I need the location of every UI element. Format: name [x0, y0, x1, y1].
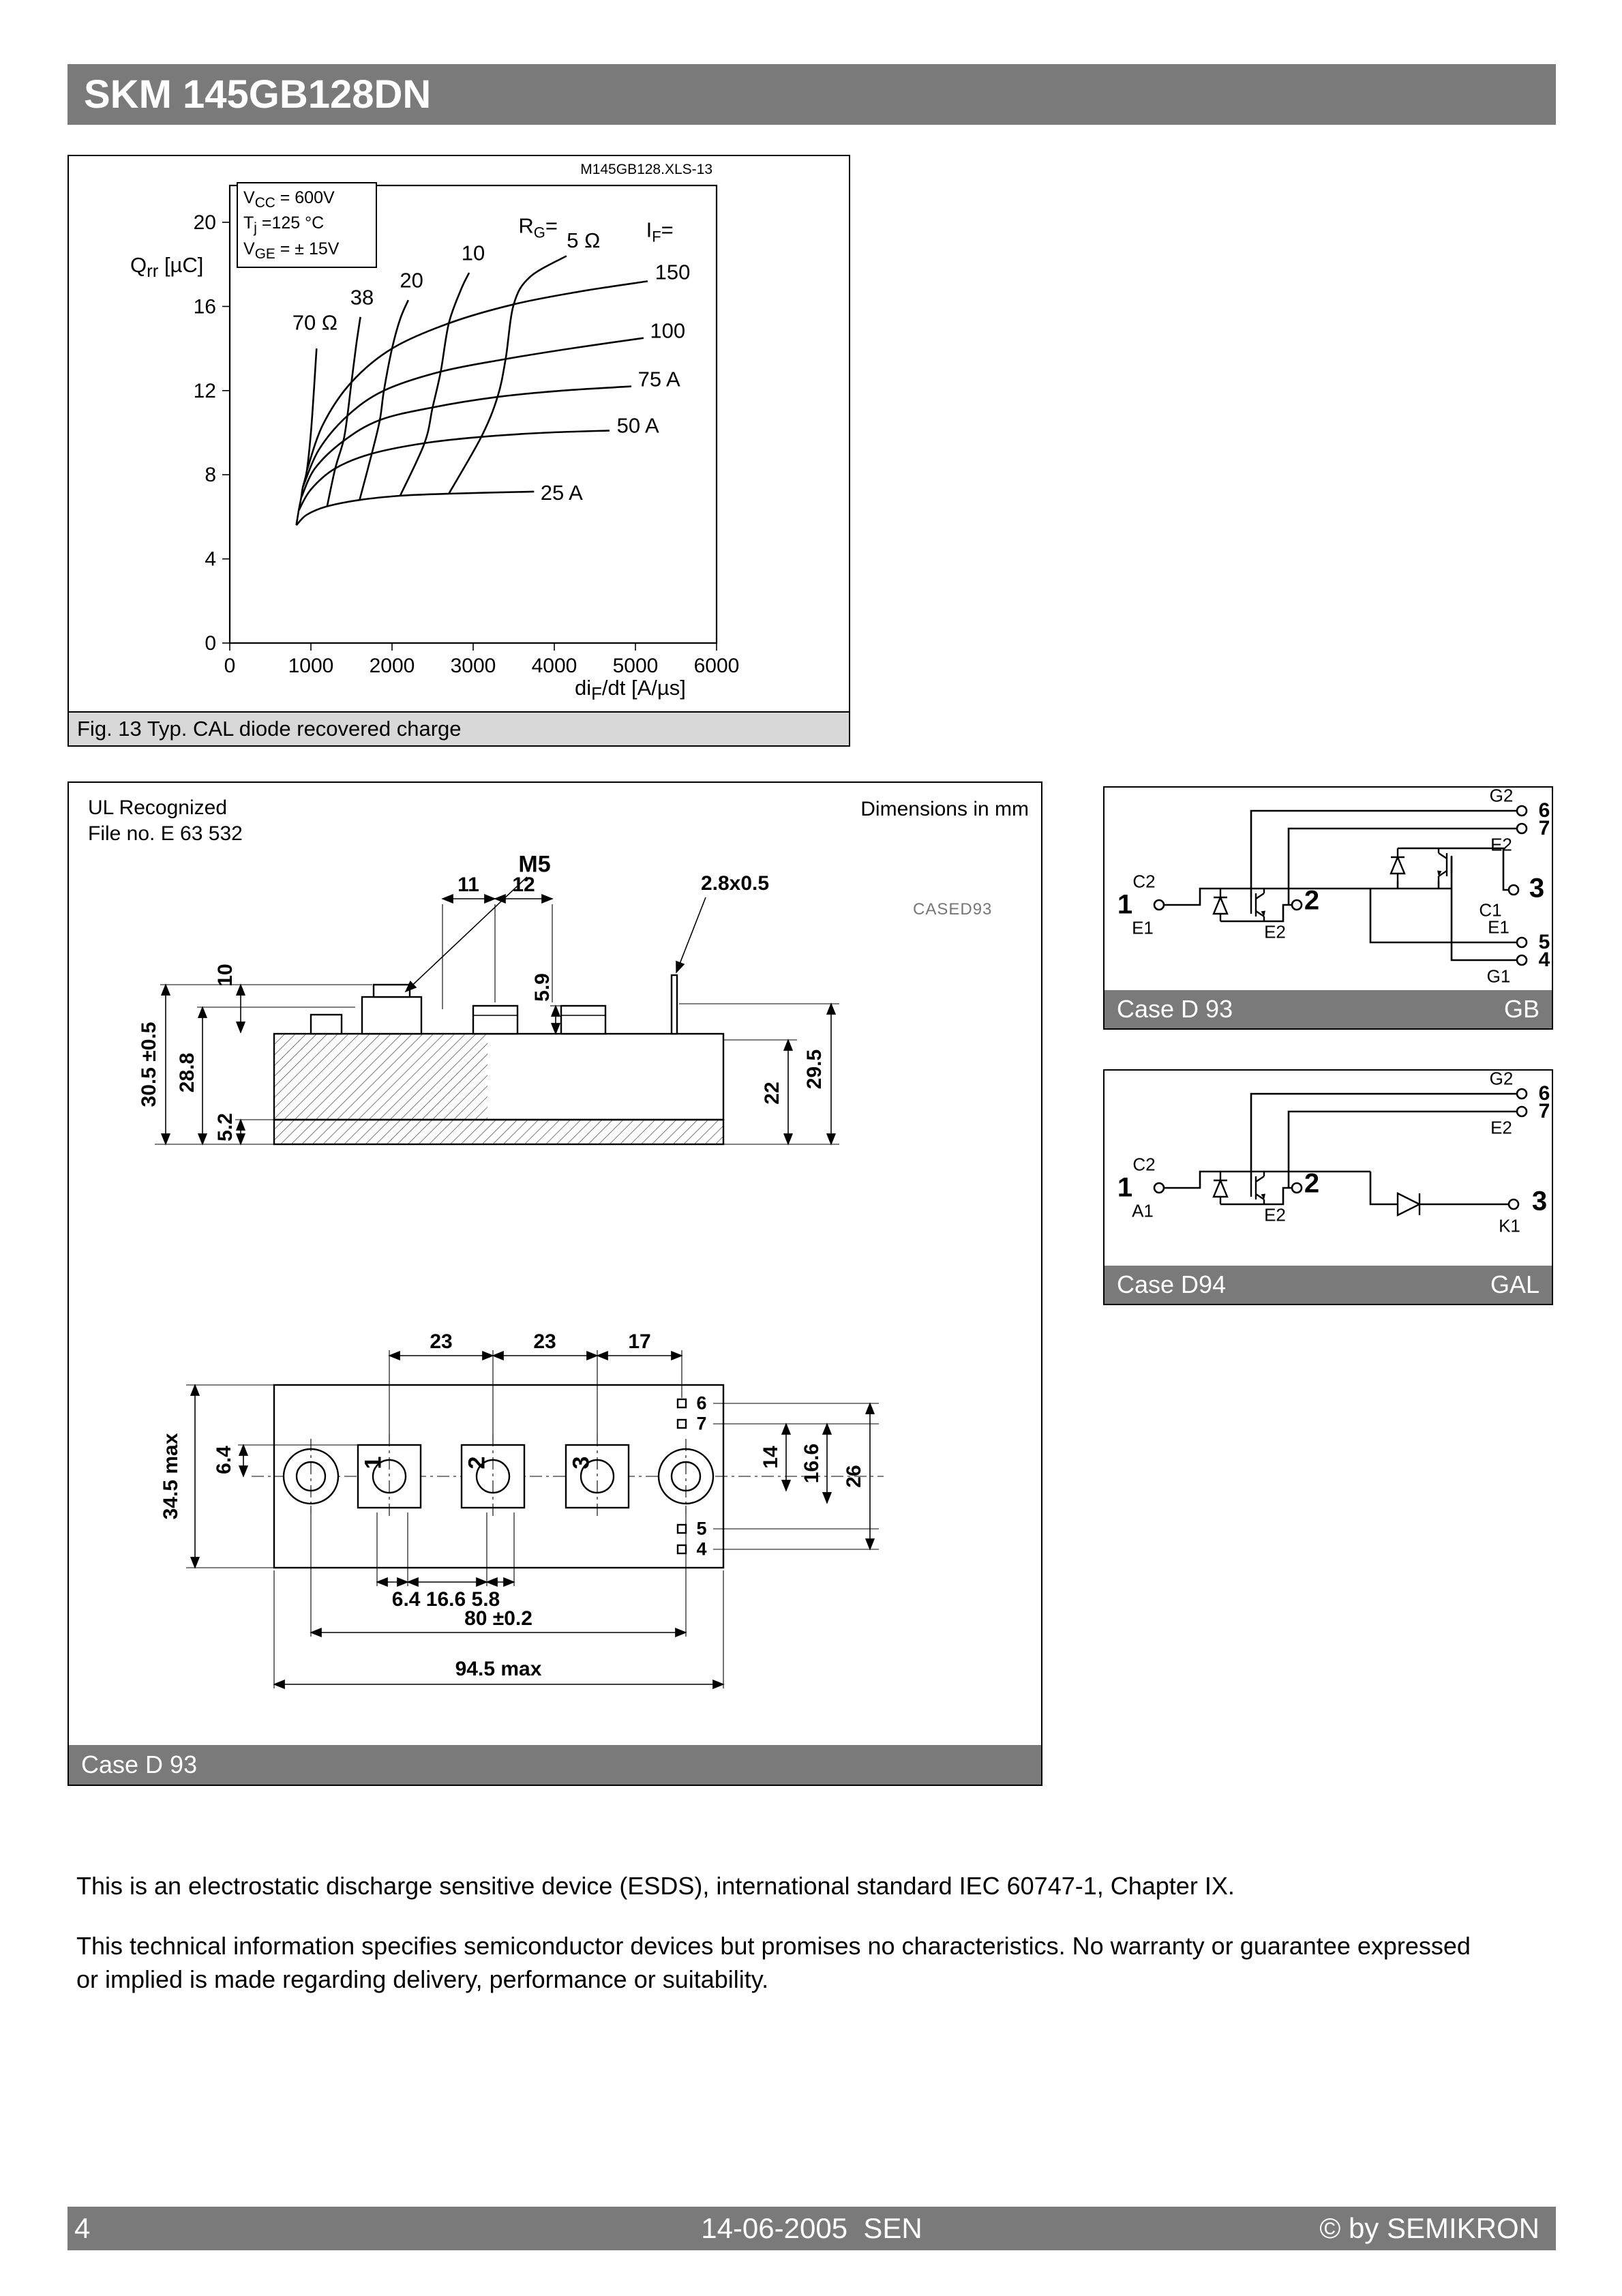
- y-tick-label: 0: [205, 632, 216, 655]
- pin-6-label: 6: [696, 1392, 707, 1414]
- gb-pin-1: 1: [1117, 889, 1133, 920]
- dim-30-5: 30.5 ±0.5: [138, 1022, 160, 1107]
- gb-pin-4: 4: [1538, 949, 1550, 971]
- gal-net-e2: E2: [1264, 1204, 1286, 1225]
- gal-net-e2-aux: E2: [1490, 1117, 1512, 1138]
- footer-copyright: © by SEMIKRON: [1319, 2212, 1540, 2244]
- dim-6-4-left: 6.4: [213, 1446, 235, 1474]
- y-axis-label: $Q_{rr}$ [µC]: [130, 253, 204, 282]
- dim-29-5: 29.5: [803, 1049, 826, 1090]
- gb-net-e2: E2: [1264, 921, 1286, 942]
- footer: [67, 2207, 1556, 2250]
- y-tick-label: 16: [193, 295, 216, 318]
- gal-pin-1: 1: [1117, 1172, 1133, 1203]
- terminal-1-label: 1: [360, 1456, 387, 1470]
- gb-case-label: Case D 93: [1117, 995, 1233, 1023]
- gb-type-label: GB: [1503, 995, 1540, 1023]
- dimensions-note: Dimensions in mm: [860, 798, 1029, 820]
- curve-label: 25 A: [540, 481, 583, 505]
- dim-10: 10: [214, 964, 237, 987]
- gb-case-bar: [1105, 990, 1552, 1028]
- gb-net-c1: C1: [1479, 899, 1502, 921]
- curve-label: $R_G=$: [518, 213, 558, 241]
- x-tick-label: 4000: [531, 655, 577, 677]
- gal-case-label: Case D94: [1117, 1270, 1227, 1298]
- dim-16-6: 16.6: [800, 1443, 823, 1484]
- circuit-gb: [1103, 786, 1553, 1030]
- gb-pin-5: 5: [1538, 931, 1550, 953]
- chart-curve: [400, 273, 469, 496]
- gal-net-g2: G2: [1489, 1068, 1514, 1089]
- condition-tj: $T_j =125$ °C: [243, 213, 325, 237]
- terminal-2-label: 2: [464, 1456, 490, 1470]
- curve-label: 100: [650, 318, 686, 343]
- gb-pin-7: 7: [1538, 817, 1550, 839]
- gal-net-a1: A1: [1132, 1200, 1154, 1221]
- bottom-view: [186, 1350, 884, 1688]
- curve-label: 150: [655, 260, 691, 284]
- esd-note: This is an electrostatic discharge sensitive device (ESDS), international standard IEC 60747-1, Chapter IX.: [76, 1872, 1235, 1900]
- curve-label: 70 Ω: [292, 310, 338, 335]
- gb-pin-3: 3: [1529, 873, 1545, 904]
- curve-label: 5 Ω: [567, 228, 601, 252]
- chart-curve: [307, 281, 648, 471]
- dim-23b: 23: [533, 1330, 556, 1353]
- gb-pin-2: 2: [1304, 885, 1320, 916]
- x-axis-label: $di_F/dt$ [A/µs]: [575, 676, 686, 704]
- y-tick-label: 4: [205, 548, 216, 571]
- y-tick-label: 20: [193, 211, 216, 234]
- y-tick-label: 8: [205, 464, 216, 487]
- dim-5-2: 5.2: [214, 1113, 237, 1142]
- gb-net-e2-aux: E2: [1490, 834, 1512, 855]
- curve-label: 10: [461, 241, 485, 265]
- circuit-gal: [1103, 1069, 1553, 1305]
- gb-circuit-diagram: [1105, 785, 1555, 993]
- curve-label: 38: [350, 285, 374, 310]
- x-tick-label: 0: [224, 655, 236, 677]
- pin-5-label: 5: [696, 1518, 707, 1539]
- ul-note: [88, 795, 243, 846]
- gal-net-c2: C2: [1132, 1154, 1156, 1175]
- dim-34-5: 34.5 max: [160, 1433, 182, 1520]
- chart-ref: M145GB128.XLS-13: [580, 162, 712, 177]
- dim-94-5: 94.5 max: [455, 1658, 542, 1680]
- case-bar: [69, 1745, 1041, 1785]
- drawing-geometry: [69, 783, 1042, 1746]
- curve-label: $I_F=$: [646, 218, 674, 245]
- side-view: [155, 877, 839, 1144]
- chart-curve: [297, 348, 317, 525]
- x-tick-label: 6000: [693, 655, 740, 677]
- gb-net-g1: G1: [1486, 966, 1511, 987]
- footer-date: 14-06-2005 SEN: [701, 2212, 922, 2244]
- gb-net-e1-aux: E1: [1488, 916, 1510, 938]
- x-tick-label: 3000: [450, 655, 496, 677]
- pin-7-label: 7: [696, 1413, 707, 1434]
- curve-label: 50 A: [616, 413, 659, 438]
- dim-5-9: 5.9: [531, 973, 554, 1002]
- x-tick-label: 1000: [288, 655, 334, 677]
- dim-m5: M5: [518, 851, 551, 878]
- dim-22: 22: [761, 1082, 783, 1105]
- gb-net-c2: C2: [1132, 871, 1156, 892]
- case-watermark: CASED93: [913, 900, 993, 919]
- y-tick-label: 12: [193, 379, 216, 402]
- dim-80: 80 ±0.2: [464, 1607, 532, 1630]
- dim-26: 26: [843, 1465, 865, 1488]
- gb-net-g2: G2: [1489, 785, 1514, 806]
- gal-net-k1: K1: [1499, 1215, 1520, 1236]
- dim-28-8: 28.8: [176, 1052, 198, 1093]
- gal-pin-6: 6: [1538, 1082, 1550, 1105]
- dim-23a: 23: [430, 1330, 453, 1353]
- terminal-3-label: 3: [568, 1456, 595, 1470]
- chart-curve: [297, 492, 535, 525]
- chart-caption: Fig. 13 Typ. CAL diode recovered charge: [69, 711, 849, 745]
- gal-circuit-diagram: [1105, 1068, 1555, 1268]
- gal-pin-7: 7: [1538, 1100, 1550, 1122]
- condition-vcc: $V_{CC} = 600V$: [243, 188, 335, 211]
- gb-pin-6: 6: [1538, 799, 1550, 822]
- chart-curve: [327, 317, 361, 507]
- gal-type-label: GAL: [1490, 1270, 1540, 1298]
- page-number: 4: [74, 2212, 91, 2244]
- chart-curve: [449, 256, 567, 494]
- disclaimer: This technical information specifies semiconductor devices but promises no characteristics. No warranty or guarantee expressed or implied is made regarding delivery, performance or suitability.: [76, 1932, 1471, 1993]
- dim-17: 17: [628, 1330, 651, 1353]
- chart-figure: [67, 155, 850, 747]
- x-tick-label: 5000: [612, 655, 659, 677]
- dim-12: 12: [512, 874, 535, 896]
- dim-14: 14: [760, 1446, 782, 1469]
- condition-vge: $V_{GE}$ = ± 15V: [243, 239, 340, 262]
- gal-pin-2: 2: [1304, 1168, 1320, 1199]
- mechanical-drawing: [67, 781, 1042, 1786]
- gb-net-e1: E1: [1132, 917, 1154, 938]
- curve-label: 20: [400, 268, 423, 293]
- ul-line1: UL Recognized: [88, 796, 228, 819]
- page-title: SKM 145GB128DN: [67, 64, 1556, 125]
- ul-line2: File no. E 63 532: [88, 822, 243, 845]
- case-label: Case D 93: [81, 1750, 198, 1778]
- test-conditions: [237, 182, 377, 268]
- gal-case-bar: [1105, 1266, 1552, 1304]
- dim-slot: 2.8x0.5: [700, 872, 770, 895]
- curve-label: 75 A: [637, 367, 680, 391]
- dim-11: 11: [457, 874, 479, 896]
- pin-4-label: 4: [696, 1538, 707, 1560]
- chart-plot: [69, 156, 850, 712]
- gal-pin-3: 3: [1531, 1186, 1548, 1217]
- dim-row: 6.4 16.6 5.8: [391, 1588, 500, 1611]
- x-tick-label: 2000: [369, 655, 415, 677]
